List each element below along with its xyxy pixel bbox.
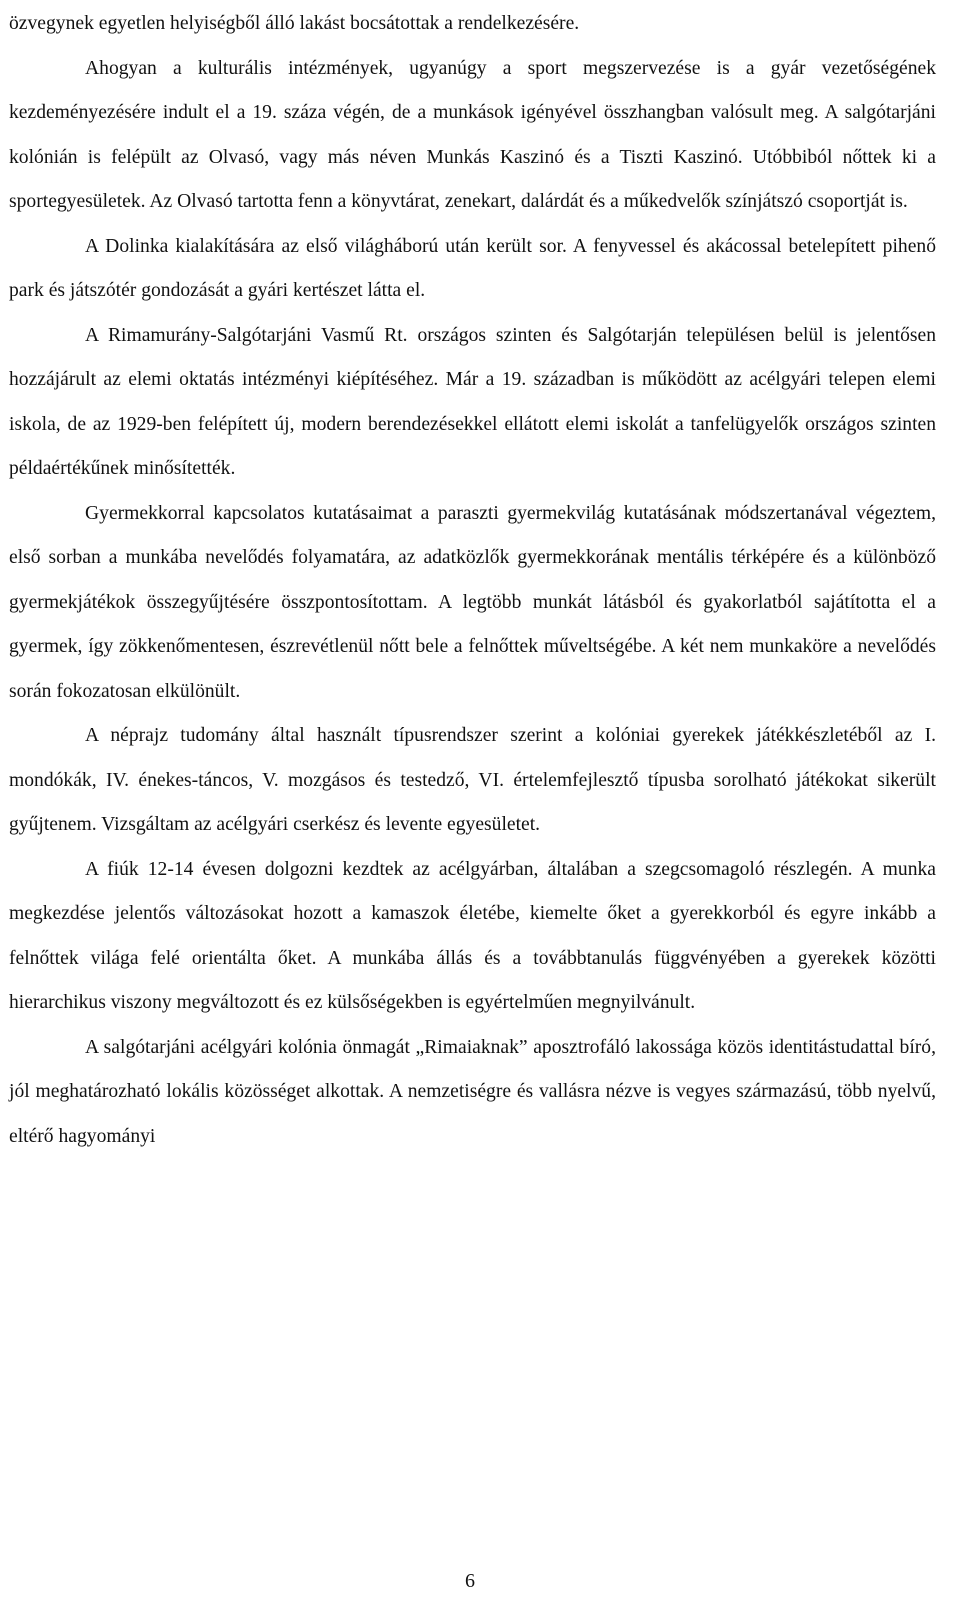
paragraph: A néprajz tudomány által használt típusrendszer szerint a kolóniai gyerekek játékkészletéből az I. mondókák, IV. énekes-táncos, V. mozgásos és testedző, VI. értelemfejlesztő típusba sorolható játékokat sikerült gyűjtenem. Vizsgáltam az acélgyári cserkész és levente egyesületet. [9, 725, 936, 835]
paragraph: A Rimamurány-Salgótarjáni Vasmű Rt. országos szinten és Salgótarján településen belül is jelentősen hozzájárult az elemi oktatás intézményi kiépítéséhez. Már a 19. században is működött az acélgyári telepen elemi iskola, de az 1929-ben felépített új, modern berendezésekkel ellátott elemi iskolát a tanfelügyelők országos szinten példaértékűnek minősítették. [9, 324, 936, 479]
page-number: 6 [465, 1570, 475, 1592]
body-text [9, 2, 936, 1159]
paragraph: Ahogyan a kulturális intézmények, ugyanúgy a sport megszervezése is a gyár vezetőségének kezdeményezésére indult el a 19. száza végén, de a munkások igényével összhangban valósult meg. A salgótarjáni kolónián is felépült az Olvasó, vagy más néven Munkás Kaszinó és a Tiszti Kaszinó. Utóbbiból nőttek ki a sportegyesületek. Az Olvasó tartotta fenn a könyvtárat, zenekart, dalárdát és a műkedvelők színjátszó csoportját is. [9, 57, 936, 212]
paragraph: A salgótarjáni acélgyári kolónia önmagát „Rimaiaknak” aposztrofáló lakossága közös identitástudattal bíró, jól meghatározható lokális közösséget alkottak. A nemzetiségre és vallásra nézve is vegyes származású, több nyelvű, eltérő hagyományi [9, 1036, 936, 1147]
paragraph: A Dolinka kialakítására az első világháború után került sor. A fenyvessel és akácossal betelepített pihenő park és játszótér gondozását a gyári kertészet látta el. [9, 235, 936, 301]
paragraph: özvegynek egyetlen helyiségből álló lakást bocsátottak a rendelkezésére. [9, 13, 580, 34]
paragraph: A fiúk 12-14 évesen dolgozni kezdtek az acélgyárban, általában a szegcsomagoló részlegén. A munka megkezdése jelentős változásokat hozott a kamaszok életébe, kiemelte őket a gyerekkorból és egyre inkább a felnőttek világa felé orientálta őket. A munkába állás és a továbbtanulás függvényében a gyerekek közötti hierarchikus viszony megváltozott és ez külsőségekben is egyértelműen megnyilvánult. [9, 858, 936, 1013]
paragraph: Gyermekkorral kapcsolatos kutatásaimat a paraszti gyermekvilág kutatásának módszertanával végeztem, első sorban a munkába nevelődés folyamatára, az adatközlők gyermekkorának mentális térképére és a különböző gyermekjátékok összegyűjtésére összpontosítottam. A legtöbb munkát látásból és gyakorlatból sajátította el a gyermek, így zökkenőmentesen, észrevétlenül nőtt bele a felnőttek műveltségébe. A két nem munkaköre a nevelődés során fokozatosan elkülönült. [9, 502, 936, 702]
